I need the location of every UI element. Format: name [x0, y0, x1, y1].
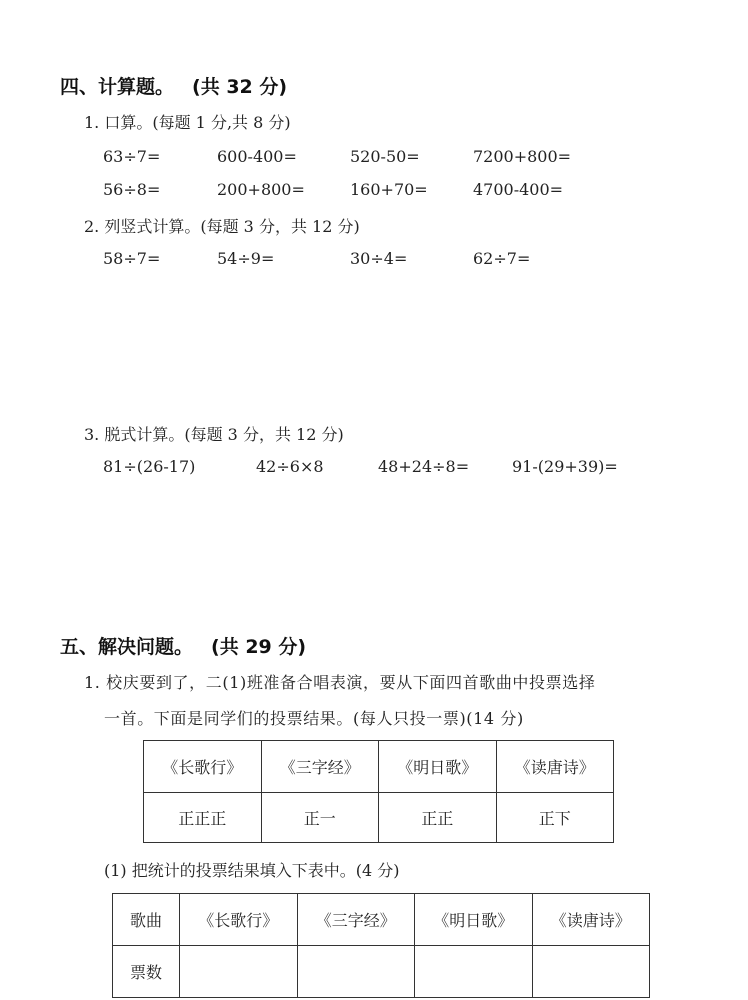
step-calc-item: 81÷(26-17) — [103, 457, 196, 476]
step-calc-item: 42÷6×8 — [256, 457, 324, 476]
vote-tally-cell: 正一 — [261, 793, 379, 843]
section-4-title — [60, 72, 287, 99]
song-header-cell: 歌曲 — [113, 894, 180, 946]
mental-math-item: 63÷7= — [103, 147, 161, 166]
mental-math-item: 56÷8= — [103, 180, 161, 199]
vote-song-cell: 《读唐诗》 — [496, 741, 614, 793]
vertical-calc-item: 62÷7= — [473, 249, 531, 268]
count-song-cell: 《明日歌》 — [415, 894, 533, 946]
count-input-cell[interactable] — [297, 946, 415, 998]
vote-count-table — [112, 893, 650, 998]
q3-label: 3. 脱式计算。(每题 3 分，共 12 分) — [84, 425, 344, 444]
section-4-title-text: 四、计算题。 — [60, 76, 175, 98]
vote-tally-table — [143, 740, 614, 843]
mental-math-item: 4700-400= — [473, 180, 564, 199]
count-song-cell: 《读唐诗》 — [532, 894, 650, 946]
count-input-cell[interactable] — [415, 946, 533, 998]
count-song-cell: 《三字经》 — [297, 894, 415, 946]
vote-tally-cell: 正下 — [496, 793, 614, 843]
mental-math-item: 160+70= — [350, 180, 428, 199]
vertical-calc-item: 54÷9= — [217, 249, 275, 268]
vote-tally-cell: 正正正 — [144, 793, 262, 843]
vote-tally-cell: 正正 — [379, 793, 497, 843]
step-calc-item: 48+24÷8= — [378, 457, 470, 476]
q1-label: 1. 口算。(每题 1 分,共 8 分) — [84, 113, 291, 132]
mental-math-item: 520-50= — [350, 147, 420, 166]
section-5-title — [60, 632, 306, 659]
section-5-title-text: 五、解决问题。 — [60, 636, 194, 658]
q2-label: 2. 列竖式计算。(每题 3 分，共 12 分) — [84, 217, 360, 236]
mental-math-item: 200+800= — [217, 180, 305, 199]
count-input-cell[interactable] — [180, 946, 298, 998]
sub-question-1-label: (1) 把统计的投票结果填入下表中。(4 分) — [104, 861, 400, 880]
section-5-points: (共 29 分) — [211, 636, 307, 658]
vertical-calc-item: 30÷4= — [350, 249, 408, 268]
problem-1-line-1: 1. 校庆要到了，二(1)班准备合唱表演，要从下面四首歌曲中投票选择 — [84, 673, 596, 692]
vote-song-cell: 《明日歌》 — [379, 741, 497, 793]
section-4-points: (共 32 分) — [192, 76, 288, 98]
mental-math-item: 600-400= — [217, 147, 297, 166]
problem-1-line-2: 一首。下面是同学们的投票结果。(每人只投一票)(14 分) — [104, 709, 524, 728]
mental-math-item: 7200+800= — [473, 147, 572, 166]
vote-song-cell: 《三字经》 — [261, 741, 379, 793]
count-input-cell[interactable] — [532, 946, 650, 998]
count-song-cell: 《长歌行》 — [180, 894, 298, 946]
vertical-calc-item: 58÷7= — [103, 249, 161, 268]
count-row-label: 票数 — [113, 946, 180, 998]
vote-song-cell: 《长歌行》 — [144, 741, 262, 793]
step-calc-item: 91-(29+39)= — [512, 457, 618, 476]
